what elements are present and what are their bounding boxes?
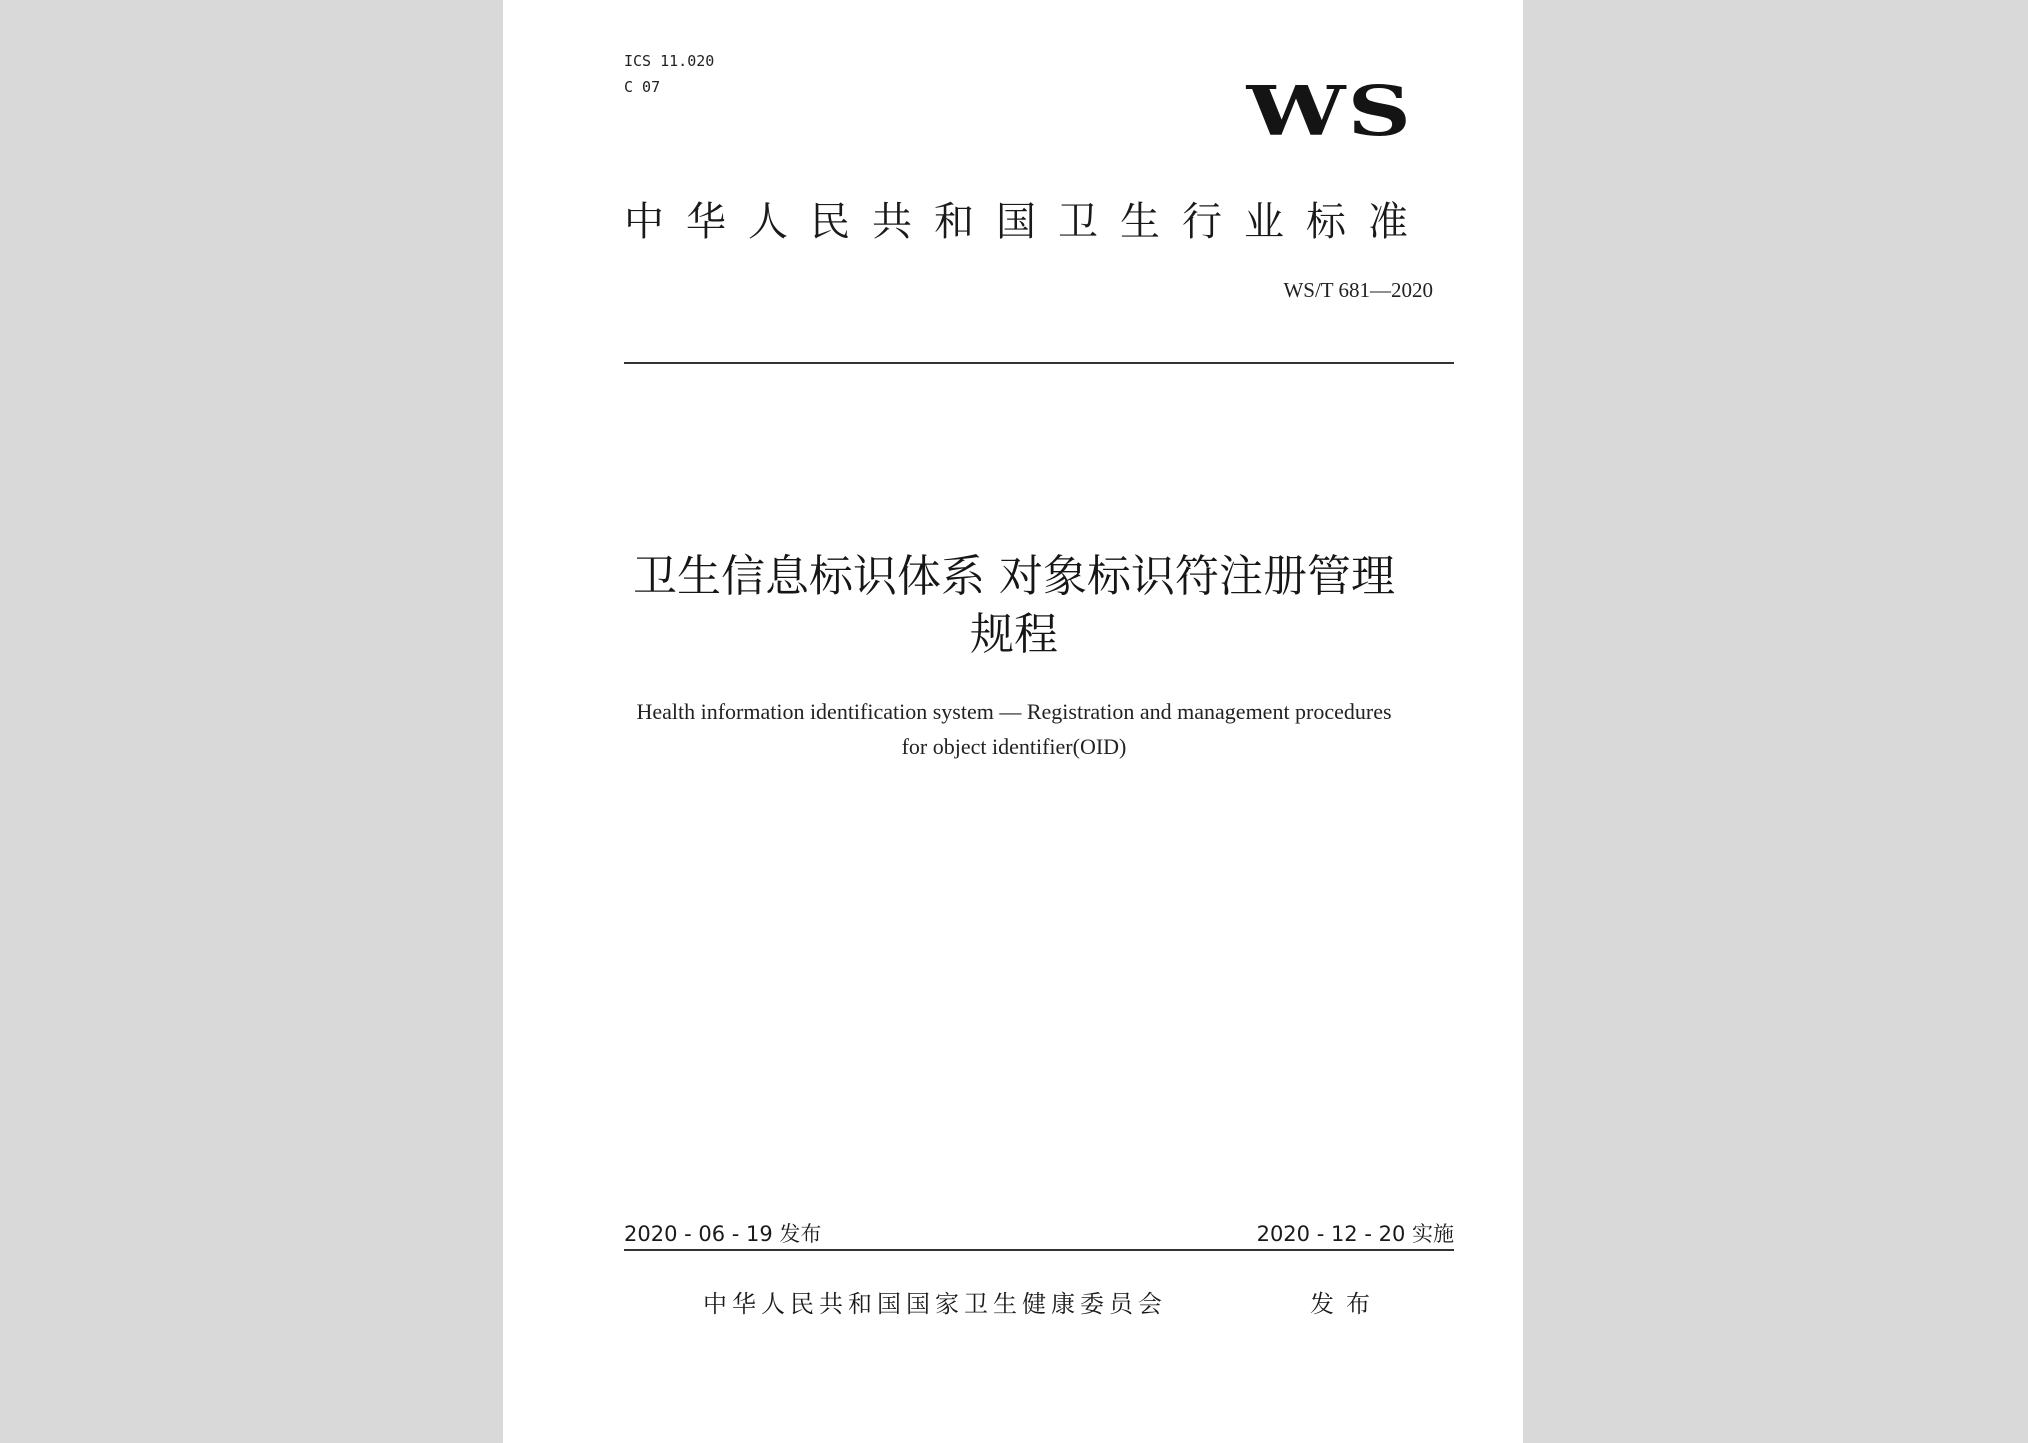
standard-code: WS/T 681—2020 — [1283, 278, 1433, 302]
header-divider — [624, 362, 1454, 364]
ccs-code: C 07 — [624, 78, 661, 96]
ics-code: ICS 11.020 — [624, 52, 715, 70]
standard-type-heading: 中华人民共和国卫生行业标准 — [624, 199, 1430, 245]
issuing-authority: 中华人民共和国国家卫生健康委员会 — [703, 1290, 1167, 1318]
document-page — [503, 0, 1523, 1443]
issue-action: 发布 — [1310, 1290, 1382, 1318]
classification-codes — [624, 48, 714, 100]
ws-logo: WS — [1246, 70, 1413, 152]
english-title: Health information identification system — Registration and management procedures for object identifier(OID) — [636, 699, 1392, 759]
footer-divider — [624, 1249, 1454, 1251]
issue-date: 2020 - 06 - 19 发布 — [624, 1222, 822, 1246]
implementation-date: 2020 - 12 - 20 实施 — [1256, 1222, 1454, 1246]
chinese-title: 卫生信息标识体系 对象标识符注册管理规程 — [633, 551, 1395, 660]
